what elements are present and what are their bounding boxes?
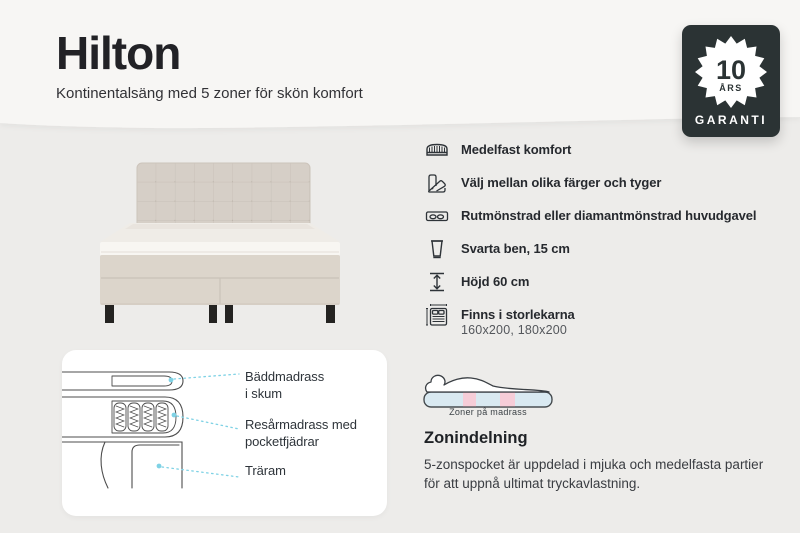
height-arrows-icon xyxy=(424,269,450,295)
label-line: i skum xyxy=(245,386,282,401)
feature-row xyxy=(424,174,756,196)
feature-row xyxy=(424,141,756,163)
guarantee-badge xyxy=(682,25,780,137)
feature-row xyxy=(424,306,756,338)
feature-label: Rutmönstrad eller diamantmönstrad huvudgavel xyxy=(461,208,757,223)
feature-label-group xyxy=(461,306,575,338)
bed-illustration xyxy=(95,148,345,328)
feature-row xyxy=(424,240,756,262)
label-line: Resårmadrass med xyxy=(245,417,357,432)
label-line: Träram xyxy=(245,463,286,478)
label-line: Bäddmadrass xyxy=(245,369,325,384)
fabric-swatches-icon xyxy=(424,170,450,196)
badge-word: GARANTI xyxy=(694,113,768,127)
feature-label: Svarta ben, 15 cm xyxy=(461,241,570,256)
label-line: pocketfjädrar xyxy=(245,434,319,449)
feature-label: Finns i storlekarna xyxy=(461,307,575,322)
cross-section-label-topper xyxy=(245,368,324,402)
cross-section-label-frame xyxy=(245,462,286,479)
bed-sizes-icon xyxy=(424,302,450,328)
headboard-icon xyxy=(424,203,450,229)
cross-section-label-springs xyxy=(245,416,357,450)
feature-label: Höjd 60 cm xyxy=(461,274,530,289)
zone-heading: Zonindelning xyxy=(424,429,528,447)
zone-illustration-caption: Zoner på madrass xyxy=(449,407,527,417)
guarantee-starburst-icon xyxy=(683,25,779,115)
page-title: Hilton xyxy=(56,27,181,79)
feature-sublabel: 160x200, 180x200 xyxy=(461,323,568,337)
feature-row xyxy=(424,273,756,295)
sleep-zones-illustration xyxy=(418,356,558,408)
mattress-icon xyxy=(424,137,450,163)
badge-number: 10 xyxy=(715,55,747,85)
zone-body xyxy=(424,455,784,493)
title-block xyxy=(56,28,363,102)
feature-row xyxy=(424,207,756,229)
feature-label: Medelfast komfort xyxy=(461,142,572,157)
feature-label: Välj mellan olika färger och tyger xyxy=(461,175,662,190)
zone-body-line: för att uppnå ultimat tryckavlastning. xyxy=(424,476,641,491)
bed-leg-icon xyxy=(424,236,450,262)
badge-unit: ÅRS xyxy=(719,83,743,93)
feature-list xyxy=(424,141,756,338)
page-subtitle: Kontinentalsäng med 5 zoner för skön komfort xyxy=(56,84,363,102)
mattress-cross-section-card xyxy=(62,350,387,516)
zone-body-line: 5-zonspocket är uppdelad i mjuka och medelfasta partier xyxy=(424,457,764,472)
